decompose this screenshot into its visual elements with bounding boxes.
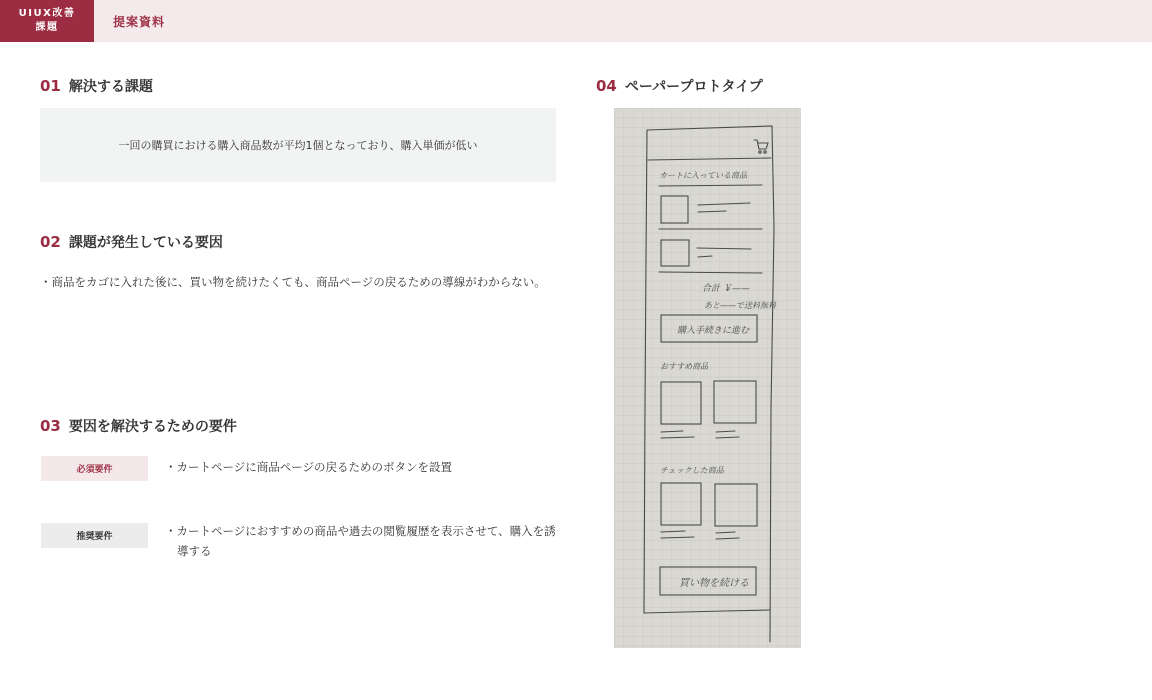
issue-statement-box [40,108,556,182]
sketch-viewed-heading: チェックした商品 [660,466,724,475]
category-badge [0,0,94,42]
section-title: ペーパープロトタイプ [624,79,763,95]
section-number: 01 [40,77,61,95]
section-title: 要因を解決するための要件 [68,419,237,435]
section-number: 04 [596,77,617,95]
document-title: 提案資料 [113,15,166,29]
section-01-heading [40,76,153,96]
required-tag: 必須要件 [41,456,148,481]
sketch-checkout-button: 購入手続きに進む [677,326,750,336]
badge-line1: UIUX改善 [18,8,76,19]
badge-line2: 課題 [35,22,59,33]
sketch-recommend-heading: おすすめ商品 [660,362,709,371]
cause-text: ・商品をカゴに入れた後に、買い物を続けたくても、商品ページの戻るための導線がわからない。 [40,275,546,289]
sketch-total: 合計 ￥—— [702,284,750,294]
sketch-cart-heading: カートに入っている商品 [659,171,747,180]
section-04-heading [596,76,763,96]
top-bar [0,0,1152,42]
section-number: 03 [40,417,61,435]
issue-statement: 一回の購買における購入商品数が平均1個となっており、購入単価が低い [118,139,478,152]
sketch-continue-button: 買い物を続ける [679,578,749,589]
sketch-shipping-note: あと——で送料無料 [704,301,776,310]
required-requirement-text: ・カートページに商品ページの戻るためのボタンを設置 [165,460,453,474]
section-02-heading [40,232,223,252]
recommended-tag: 推奨要件 [41,523,148,548]
recommended-requirement-text: ・カートページにおすすめの商品や過去の閲覧履歴を表示させて、購入を誘導する [165,524,556,558]
paper-prototype-image [614,108,801,648]
section-03-heading [40,416,237,436]
section-title: 解決する課題 [68,79,153,95]
section-title: 課題が発生している要因 [68,235,223,251]
section-number: 02 [40,233,61,251]
